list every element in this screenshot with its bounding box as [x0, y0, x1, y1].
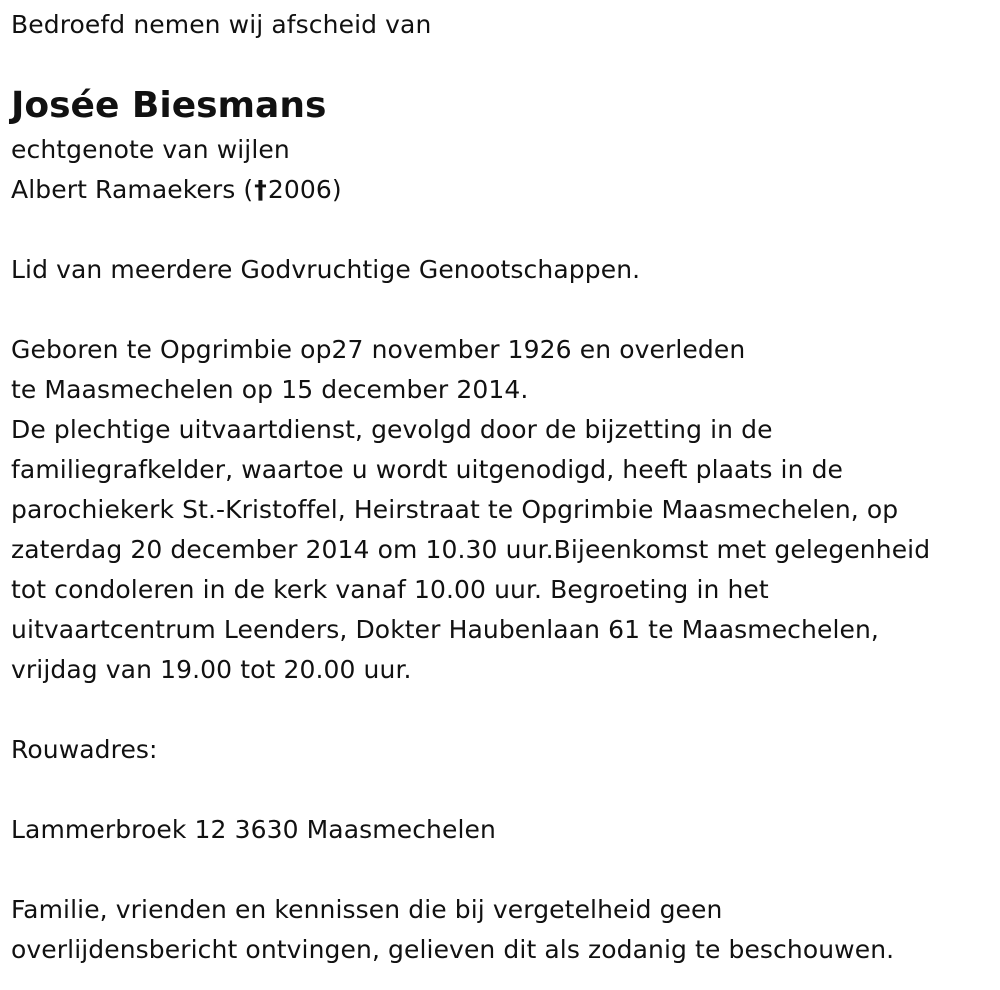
cross-icon: †	[254, 175, 267, 204]
body-line: tot condoleren in de kerk vanaf 10.00 uur. Begroeting in het	[11, 575, 769, 604]
body-line: vrijdag van 19.00 tot 20.00 uur.	[11, 655, 412, 684]
spacer	[11, 690, 991, 730]
body-line: uitvaartcentrum Leenders, Dokter Haubenlaan 61 te Maasmechelen,	[11, 615, 879, 644]
spacer	[11, 850, 991, 890]
spacer	[11, 290, 991, 330]
body-line: zaterdag 20 december 2014 om 10.30 uur.Bijeenkomst met gelegenheid	[11, 535, 931, 564]
body-line: te Maasmechelen op 15 december 2014.	[11, 375, 529, 404]
closing-line: Familie, vrienden en kennissen die bij vergetelheid geen	[11, 895, 723, 924]
body-line: Geboren te Opgrimbie op27 november 1926 en overleden	[11, 335, 746, 364]
address-text: Lammerbroek 12 3630 Maasmechelen	[11, 815, 496, 844]
body-line: familiegrafkelder, waartoe u wordt uitgenodigd, heeft plaats in de	[11, 455, 844, 484]
closing-line: overlijdensbericht ontvingen, gelieven dit als zodanig te beschouwen.	[11, 935, 895, 964]
spouse-name: Albert Ramaekers (	[11, 175, 254, 204]
address-label: Rouwadres:	[11, 735, 158, 764]
intro-text: Bedroefd nemen wij afscheid van	[11, 10, 432, 39]
membership-text: Lid van meerdere Godvruchtige Genootschappen.	[11, 255, 641, 284]
deceased-name: Josée Biesmans	[11, 85, 327, 126]
spouse-relation: echtgenote van wijlen	[11, 135, 290, 164]
spacer	[11, 770, 991, 810]
body-line: De plechtige uitvaartdienst, gevolgd door de bijzetting in de	[11, 415, 773, 444]
spacer	[11, 210, 991, 250]
death-notice	[11, 0, 991, 970]
spouse-line	[11, 170, 991, 210]
body-line: parochiekerk St.-Kristoffel, Heirstraat te Opgrimbie Maasmechelen, op	[11, 495, 899, 524]
spouse-death-year: 2006)	[267, 175, 342, 204]
